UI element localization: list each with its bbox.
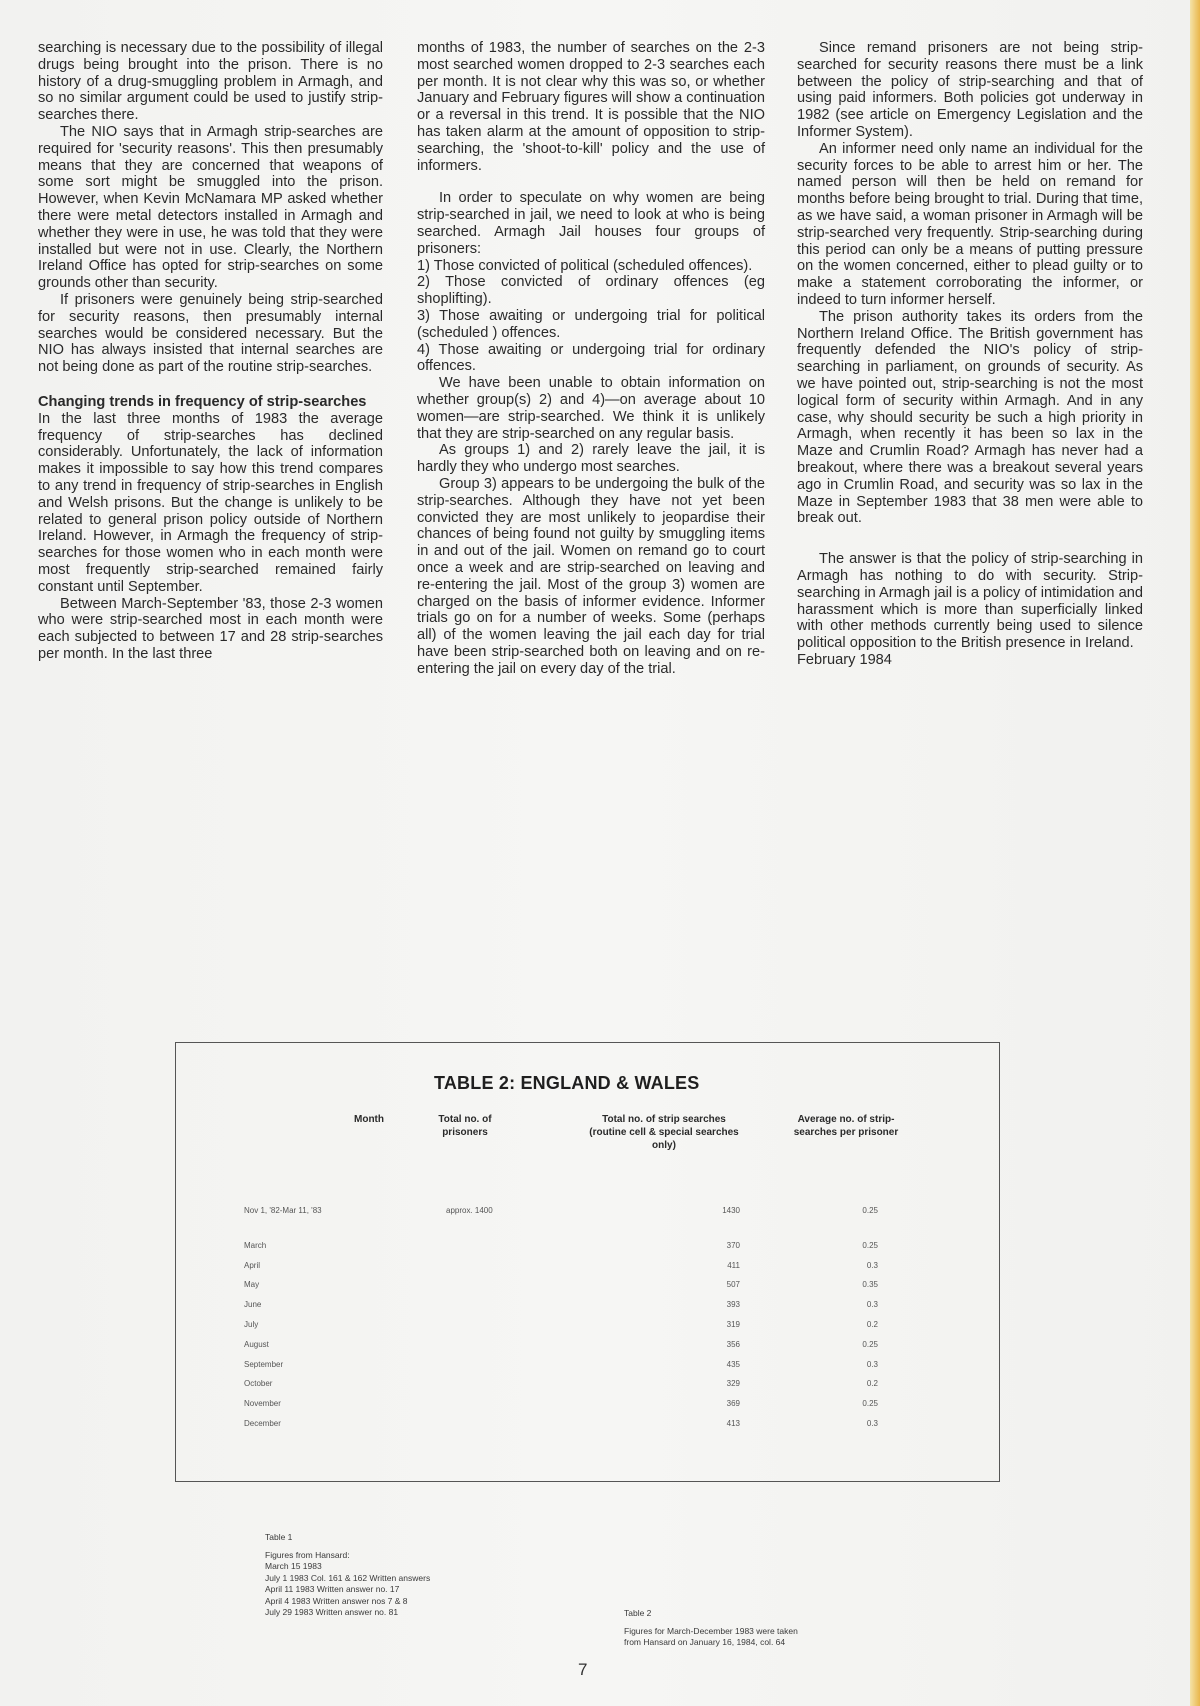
average-cell: 0.35	[862, 1280, 878, 1290]
note-line: from Hansard on January 16, 1984, col. 64	[624, 1637, 786, 1647]
average-cell: 0.25	[862, 1240, 878, 1250]
average-cell: 0.25	[862, 1206, 878, 1215]
strip-searches-cell: 356	[726, 1339, 740, 1349]
prisoners-cell: approx. 1400	[446, 1206, 493, 1215]
strip-searches-cell: 370	[726, 1240, 740, 1250]
col3-paragraph-2: An informer need only name an individual for the security forces to be able to arrest him or her. The named person will then be held on remand for months before being brought to trial. During that time, as we have said, a woman prisoner in Armagh will be strip-searched very frequently. Strip-searching during this period can only be a means of putting pressure on the women concerned, either to plead guilty or to make a statement corroborating the informer, or indeed to turn informer herself.	[797, 140, 1143, 308]
note-line: March 15 1983	[265, 1561, 322, 1571]
average-cell: 0.2	[866, 1379, 878, 1389]
section-heading: Changing trends in frequency of strip-searches	[38, 393, 367, 410]
page-edge	[1190, 0, 1200, 1706]
col3-paragraph-4: The answer is that the policy of strip-searching in Armagh has nothing to do with security. Strip-searching in Armagh jail is a policy of intimidation and harassment which is more than superficially linked with other methods currently being used to silence political opposition to the British presence in Ireland.	[797, 551, 1143, 652]
col2-list-item: 1) Those convicted of political (scheduled offences).	[417, 257, 753, 274]
col2-paragraph-5: Group 3) appears to be undergoing the bulk of the strip-searches. Although they have not yet been convicted they are most unlikely to jeopardise their chances of being found not guilty by smuggling items in and out of the jail. Women on remand go to court once a week and are strip-searched on leaving and re-entering the jail. Most of the group 3) women are charged on the basis of informer evidence. Informer trials go on for a number of weeks. Some (perhaps all) of the women leaving the jail each day for trial have been strip-searched both on leaving and on re-entering the jail on every day of the trial.	[417, 475, 765, 677]
col1-paragraph-1: searching is necessary due to the possibility of illegal drugs being brought into the prison. There is no history of a drug-smuggling problem in Armagh, and so no similar argument could be used to justify strip-searches there.	[38, 40, 383, 124]
table-2-notes	[624, 1608, 798, 1649]
average-cell: 0.3	[866, 1260, 878, 1270]
note-line: Figures from Hansard:	[265, 1549, 350, 1560]
month-cell: Nov 1, '82-Mar 11, '83	[244, 1206, 322, 1215]
table-title: TABLE 2: ENGLAND & WALES	[434, 1073, 700, 1093]
table-row	[176, 1399, 999, 1419]
table-row	[176, 1340, 999, 1360]
table-rows	[176, 1206, 999, 1439]
col2-list-item: 2) Those convicted of ordinary offences (eg shoplifting).	[417, 274, 765, 308]
average-cell: 0.3	[866, 1359, 878, 1369]
table-row	[176, 1379, 999, 1399]
note-line: Figures for March-December 1983 were taken	[624, 1625, 798, 1636]
col2-paragraph-3: We have been unable to obtain information on whether group(s) 2) and 4)—on average about 10 women—are strip-searched. We think it is unlikely that they are strip-searched on any regular basis.	[417, 375, 765, 442]
col3-paragraph-3: The prison authority takes its orders from the Northern Ireland Office. The British government has frequently defended the NIO's policy of strip-searching in parliament, on grounds of security. As we have pointed out, strip-searching is not the most logical form of security within Armagh. And in any case, why should security be such a high priority in Armagh, when recently it has been so lax in the Maze and Crumlin Road? Armagh has never had a breakout, where there was a breakout several years ago in Crumlin Road, and security was so lax in the Maze in September 1983 that 38 men were able to break out.	[797, 308, 1143, 527]
note-line: Table 2	[624, 1608, 652, 1618]
table-row	[176, 1320, 999, 1340]
col1-paragraph-3: If prisoners were genuinely being strip-searched for security reasons, then presumably internal searches would be considered necessary. But the NIO has always insisted that internal searches are not being done as part of the routine strip-searches.	[38, 291, 383, 376]
month-cell: December	[244, 1418, 281, 1428]
col1-paragraph-4: In the last three months of 1983 the average frequency of strip-searches has declined considerably. Unfortunately, the lack of information makes it impossible to say how this trend compares to any trend in frequency of strip-searches in English and Welsh prisons. But the change is unlikely to be related to general prison policy outside of Northern Ireland. However, in Armagh the frequency of strip-searches for those women who in each month were most frequently strip-searched remained fairly constant until September.	[38, 410, 383, 595]
strip-searches-cell: 507	[726, 1280, 740, 1290]
note-line: Table 1	[265, 1532, 293, 1542]
col1-paragraph-5: Between March-September '83, those 2-3 women who were strip-searched most in each month were each subjected to between 17 and 28 strip-searches per month. In the last three	[38, 595, 383, 662]
note-line: April 11 1983 Written answer no. 17	[265, 1584, 400, 1594]
month-cell: April	[244, 1260, 261, 1270]
average-cell: 0.3	[866, 1418, 878, 1428]
page-number: 7	[578, 1660, 588, 1679]
text-column-3	[797, 40, 1143, 669]
table-row	[176, 1206, 999, 1226]
strip-searches-cell: 393	[726, 1300, 740, 1310]
col2-paragraph-2: In order to speculate on why women are being strip-searched in jail, we need to look at who is being searched. Armagh Jail houses four groups of prisoners:	[417, 190, 765, 257]
table-row	[176, 1419, 999, 1439]
col2-paragraph-1: months of 1983, the number of searches on the 2-3 most searched women dropped to 2-3 searches each per month. It is not clear why this was so, or whether January and February figures will show a continuation or a reversal in this trend. It is possible that the NIO has taken alarm at the amount of opposition to strip-searching, the 'shoot-to-kill' policy and the use of informers.	[417, 40, 766, 174]
month-cell: September	[244, 1359, 284, 1369]
month-cell: June	[244, 1300, 262, 1310]
header-total-prisoners: Total no. of prisoners	[438, 1114, 492, 1138]
table-2-box	[175, 1042, 1000, 1482]
header-month: Month	[354, 1114, 384, 1125]
strip-searches-cell: 329	[726, 1379, 740, 1389]
month-cell: August	[244, 1339, 269, 1349]
table-row	[176, 1300, 999, 1320]
header-average: Average no. of strip-searches per prisoner	[793, 1114, 899, 1138]
header-total-strip-searches: Total no. of strip searches (routine cell & special searches only)	[589, 1114, 739, 1151]
col3-paragraph-1: Since remand prisoners are not being strip-searched for security reasons there must be a link between the policy of strip-searching and that of using paid informers. Both policies got underway in 1982 (see article on Emergency Legislation and the Informer System).	[797, 40, 1143, 140]
text-column-1	[38, 40, 383, 663]
strip-searches-cell: 319	[726, 1319, 740, 1329]
month-cell: March	[244, 1240, 267, 1250]
table-1-notes	[265, 1532, 430, 1619]
note-line: July 1 1983 Col. 161 & 162 Written answers	[265, 1572, 431, 1583]
article-date: February 1984	[797, 651, 892, 668]
average-cell: 0.2	[866, 1319, 878, 1329]
strip-searches-cell: 411	[727, 1260, 740, 1270]
text-column-2	[417, 40, 765, 677]
strip-searches-cell: 413	[726, 1418, 740, 1428]
strip-searches-cell: 369	[726, 1399, 740, 1409]
table-row	[176, 1261, 999, 1281]
month-cell: May	[244, 1280, 260, 1290]
month-cell: November	[244, 1399, 281, 1409]
month-cell: July	[244, 1319, 259, 1329]
col2-list-item: 3) Those awaiting or undergoing trial for political (scheduled ) offences.	[417, 307, 765, 341]
average-cell: 0.3	[866, 1300, 878, 1310]
note-line: April 4 1983 Written answer nos 7 & 8	[265, 1595, 408, 1606]
average-cell: 0.25	[862, 1399, 878, 1409]
table-row	[176, 1360, 999, 1380]
strip-searches-cell: 435	[726, 1359, 740, 1369]
col2-paragraph-4: As groups 1) and 2) rarely leave the jail, it is hardly they who undergo most searches.	[417, 442, 765, 476]
month-cell: October	[244, 1379, 273, 1389]
col2-list-item: 4) Those awaiting or undergoing trial for ordinary offences.	[417, 341, 765, 375]
average-cell: 0.25	[862, 1339, 878, 1349]
col1-paragraph-2: The NIO says that in Armagh strip-searches are required for 'security reasons'. This then presumably means that they are concerned that weapons of some sort might be smuggled into the prison. However, when Kevin McNamara MP asked whether there were metal detectors installed in Armagh and whether they were in use, he was told that they were installed but were not in use. Clearly, the Northern Ireland Office has opted for strip-searches on some grounds other than security.	[38, 123, 383, 292]
table-row	[176, 1280, 999, 1300]
note-line: July 29 1983 Written answer no. 81	[265, 1607, 399, 1617]
strip-searches-cell: 1430	[722, 1206, 740, 1215]
table-row	[176, 1241, 999, 1261]
